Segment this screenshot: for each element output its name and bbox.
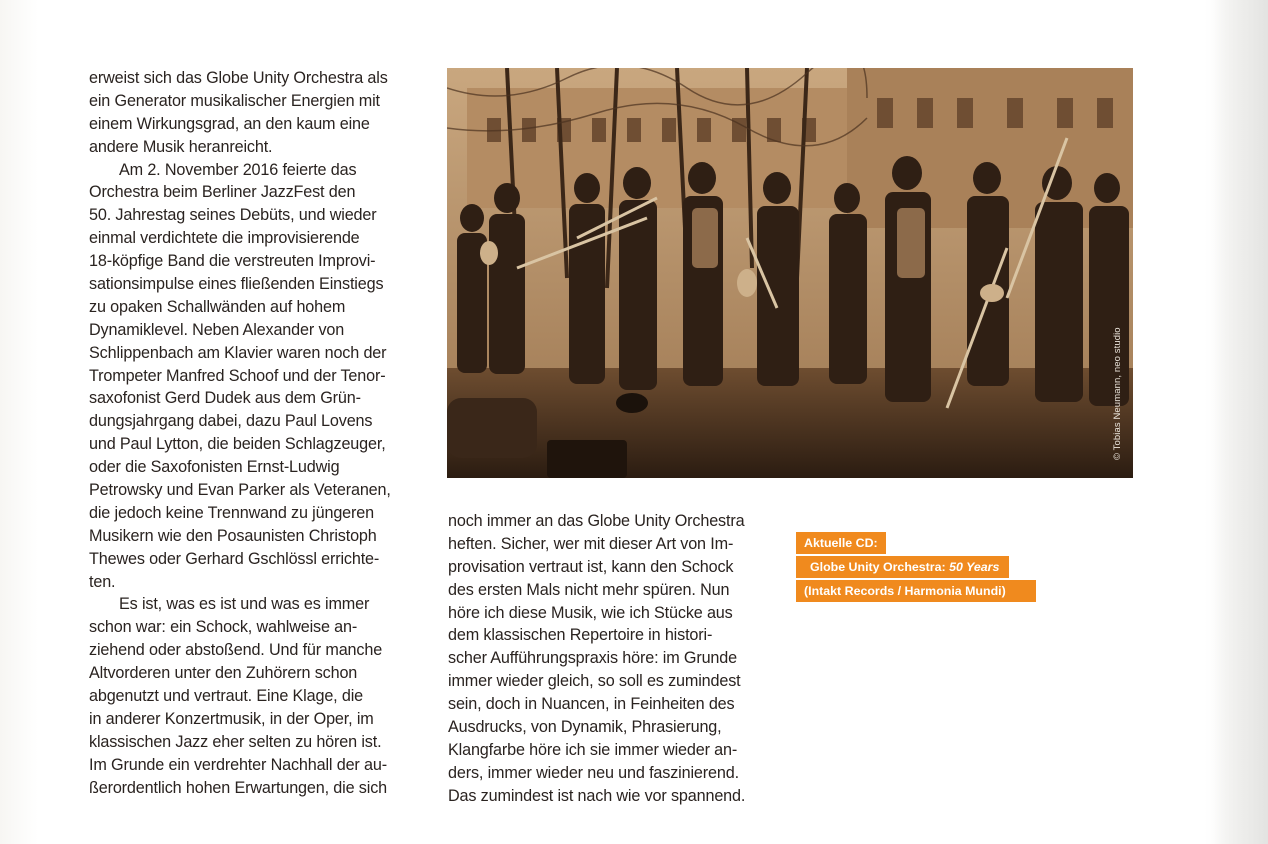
cd-label-text: Aktuelle CD: xyxy=(804,536,878,550)
text-line: schon war: ein Schock, wahlweise an- xyxy=(89,618,358,637)
text-line: saxofonist Gerd Dudek aus dem Grün- xyxy=(89,389,361,408)
text-line: provisation vertraut ist, kann den Schock xyxy=(448,557,734,576)
text-line: erweist sich das Globe Unity Orchestra als xyxy=(89,69,388,87)
text-line: Das zumindest ist nach wie vor spannend. xyxy=(448,786,746,805)
article-column-left xyxy=(89,67,434,800)
text-line: ein Generator musikalischer Energien mit xyxy=(89,91,380,110)
cd-album-title: 50 Years xyxy=(949,560,1000,574)
text-line: sationsimpulse eines fließenden Einstiegs xyxy=(89,275,384,294)
text-line: heften. Sicher, wer mit dieser Art von Im- xyxy=(448,534,734,553)
text-line: dem klassischen Repertoire in histori- xyxy=(448,626,713,645)
article-column-right xyxy=(448,510,778,808)
text-line: scher Aufführungspraxis höre: im Grunde xyxy=(448,649,737,668)
cd-title-prefix: Globe Unity Orchestra: xyxy=(810,560,950,574)
page-edge-shadow xyxy=(1213,0,1268,844)
text-line: höre ich diese Musik, wie ich Stücke aus xyxy=(448,603,733,622)
text-line: Musikern wie den Posaunisten Christoph xyxy=(89,526,377,545)
text-line: Am 2. November 2016 feierte das xyxy=(119,160,357,179)
cd-label xyxy=(796,532,886,554)
text-line: ten. xyxy=(89,572,116,591)
cd-record-labels-text: (Intakt Records / Harmonia Mundi) xyxy=(804,584,1006,598)
text-line: Ausdrucks, von Dynamik, Phrasierung, xyxy=(448,718,722,737)
cd-record-labels xyxy=(796,580,1036,602)
text-line: des ersten Mals nicht mehr spüren. Nun xyxy=(448,580,730,599)
text-line: immer wieder gleich, so soll es zumindest xyxy=(448,672,741,691)
text-line: ßerordentlich hohen Erwartungen, die sich xyxy=(89,778,387,797)
text-line: sein, doch in Nuancen, in Feinheiten des xyxy=(448,695,735,714)
text-line: andere Musik heranreicht. xyxy=(89,137,273,156)
text-line: oder die Saxofonisten Ernst-Ludwig xyxy=(89,458,340,477)
text-line: Im Grunde ein verdrehter Nachhall der au- xyxy=(89,755,387,774)
text-line: Schlippenbach am Klavier waren noch der xyxy=(89,343,387,362)
text-line: die jedoch keine Trennwand zu jüngeren xyxy=(89,503,374,522)
text-line: 50. Jahrestag seines Debüts, und wieder xyxy=(89,206,377,225)
text-line: Dynamiklevel. Neben Alexander von xyxy=(89,320,345,339)
text-line: Petrowsky und Evan Parker als Veteranen, xyxy=(89,481,391,500)
text-line: und Paul Lytton, die beiden Schlagzeuger, xyxy=(89,435,386,454)
text-line: Orchestra beim Berliner JazzFest den xyxy=(89,183,356,202)
photo-illustration xyxy=(447,68,1133,478)
text-line: in anderer Konzertmusik, in der Oper, im xyxy=(89,709,374,728)
text-line: noch immer an das Globe Unity Orchestra xyxy=(448,512,745,530)
text-line: Klangfarbe höre ich sie immer wieder an- xyxy=(448,740,738,759)
text-line: einem Wirkungsgrad, an den kaum eine xyxy=(89,114,370,133)
photo-credit: © Tobias Neumann, neo studio xyxy=(1112,327,1123,460)
text-line: Trompeter Manfred Schoof und der Tenor- xyxy=(89,366,386,385)
text-line: dungsjahrgang dabei, dazu Paul Lovens xyxy=(89,412,373,431)
orchestra-photo xyxy=(447,68,1133,478)
text-line: einmal verdichtete die improvisierende xyxy=(89,229,360,248)
text-line: klassischen Jazz eher selten zu hören ist. xyxy=(89,732,382,751)
text-line: Thewes oder Gerhard Gschlössl errichte- xyxy=(89,549,380,568)
text-line: abgenutzt und vertraut. Eine Klage, die xyxy=(89,687,364,706)
text-line: zu opaken Schallwänden auf hohem xyxy=(89,297,346,316)
text-line: ziehend oder abstoßend. Und für manche xyxy=(89,641,383,660)
cd-title xyxy=(796,556,1009,578)
text-line: 18-köpfige Band die verstreuten Improvi- xyxy=(89,252,376,271)
text-line: ders, immer wieder neu und faszinierend. xyxy=(448,763,739,782)
text-line: Es ist, was es ist und was es immer xyxy=(119,595,370,614)
text-line: Altvorderen unter den Zuhörern schon xyxy=(89,664,358,683)
